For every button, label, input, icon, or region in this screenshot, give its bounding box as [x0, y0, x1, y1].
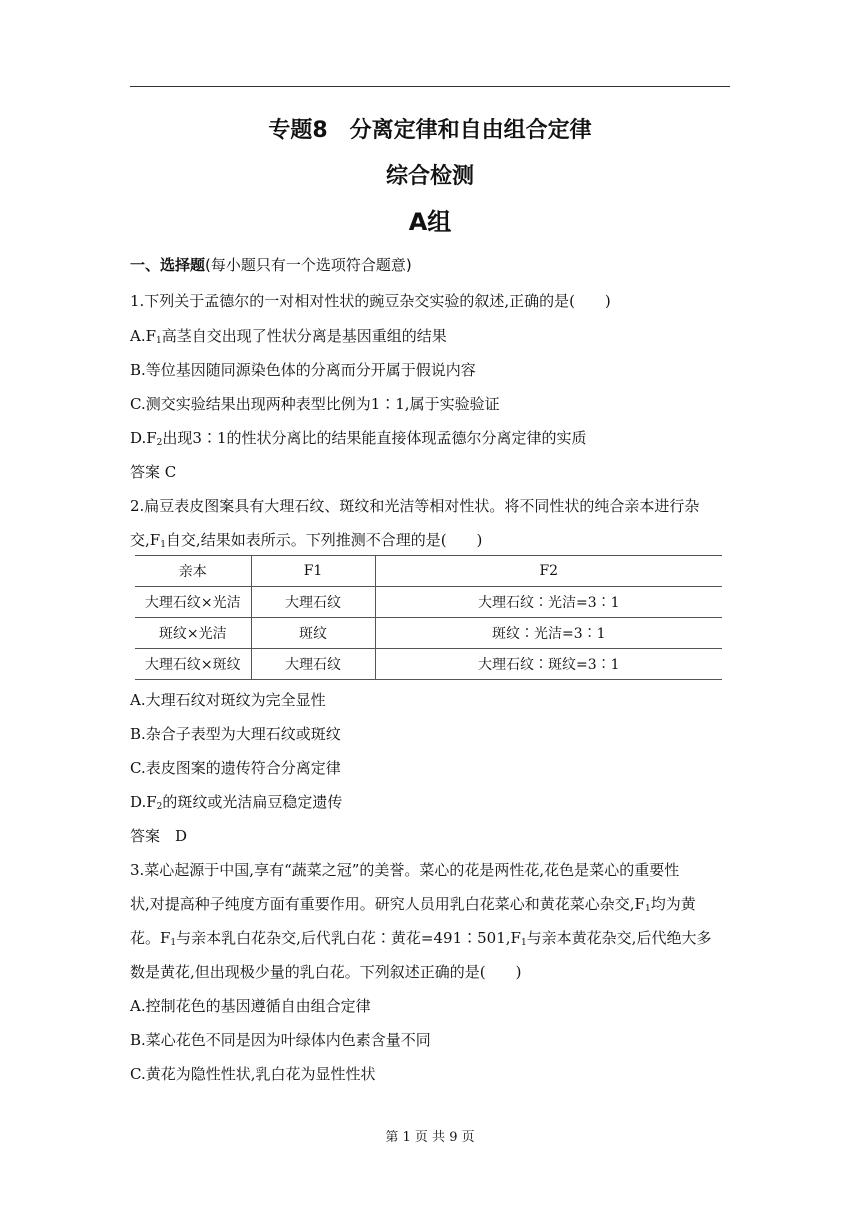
table-header: 亲本 [135, 556, 251, 587]
group-title: A组 [408, 208, 452, 236]
table-header: F2 [375, 556, 722, 587]
q2-option-d: $D.F_2$的斑纹或光洁扁豆稳定遗传 [130, 793, 343, 812]
q1-option-b: B.等位基因随同源染色体的分离而分开属于假说内容 [130, 361, 476, 379]
q1-option-a: $A.F_1$高茎自交出现了性状分离是基因重组的结果 [130, 327, 447, 346]
table-cell: 斑纹∶光洁=3∶1 [375, 618, 722, 649]
q3-option-c: C.黄花为隐性性状,乳白花为显性性状 [130, 1065, 376, 1083]
q2-answer: 答案 D [130, 827, 188, 845]
table-header-row [135, 556, 722, 587]
q3-stem-line1: 3.菜心起源于中国,享有“蔬菜之冠”的美誉。菜心的花是两性花,花色是菜心的重要性 [130, 861, 680, 879]
q1-option-c: C.测交实验结果出现两种表型比例为1∶1,属于实验验证 [130, 395, 500, 413]
table-cell: 大理石纹 [251, 587, 375, 618]
q1-option-d: $D.F_2$出现3∶1的性状分离比的结果能直接体现孟德尔分离定律的实质 [130, 429, 587, 448]
q3-stem-line4: 数是黄花,但出现极少量的乳白花。下列叙述正确的是( ) [130, 963, 522, 981]
section-heading [130, 254, 412, 275]
q2-option-a: A.大理石纹对斑纹为完全显性 [130, 691, 326, 709]
table-row [135, 618, 722, 649]
table-cell: 大理石纹×光洁 [135, 587, 251, 618]
table-cell: 斑纹 [251, 618, 375, 649]
q2-stem-line2: 交$,F_1$自交,结果如表所示。下列推测不合理的是( ) [130, 531, 483, 550]
table-cell: 斑纹×光洁 [135, 618, 251, 649]
table-header: F1 [251, 556, 375, 587]
page-subtitle: 综合检测 [385, 164, 474, 189]
q3-stem-line3: 花。$F_1$与亲本乳白花杂交,后代乳白花∶黄花$=491∶501,F_1$与亲本黄花杂交,后代绝大多 [130, 929, 712, 948]
results-table [135, 555, 722, 680]
table-cell: 大理石纹 [251, 649, 375, 680]
table-row [135, 587, 722, 618]
page-title: 专题8 分离定律和自由组合定律 [268, 118, 592, 143]
q3-stem-line2: 状,对提高种子纯度方面有重要作用。研究人员用乳白花菜心和黄花菜心杂交$,F_1$均为黄 [130, 895, 696, 914]
q1-answer: 答案 C [130, 463, 177, 481]
table-row [135, 649, 722, 680]
header-rule [130, 86, 730, 87]
q3-option-b: B.菜心花色不同是因为叶绿体内色素含量不同 [130, 1031, 431, 1049]
q1-stem: 1.下列关于孟德尔的一对相对性状的豌豆杂交实验的叙述,正确的是( ) [130, 292, 611, 310]
q3-option-a: A.控制花色的基因遵循自由组合定律 [130, 997, 371, 1015]
q2-option-c: C.表皮图案的遗传符合分离定律 [130, 759, 341, 777]
q2-option-b: B.杂合子表型为大理石纹或斑纹 [130, 725, 341, 743]
page-footer: 第 1 页 共 9 页 [385, 1130, 475, 1145]
section-note: (每小题只有一个选项符合题意) [205, 256, 412, 274]
table-cell: 大理石纹∶光洁=3∶1 [375, 587, 722, 618]
q2-stem-line1: 2.扁豆表皮图案具有大理石纹、斑纹和光洁等相对性状。将不同性状的纯合亲本进行杂 [130, 497, 700, 515]
table-cell: 大理石纹∶斑纹=3∶1 [375, 649, 722, 680]
table-cell: 大理石纹×斑纹 [135, 649, 251, 680]
section-heading-label: 一、选择题 [130, 256, 206, 274]
